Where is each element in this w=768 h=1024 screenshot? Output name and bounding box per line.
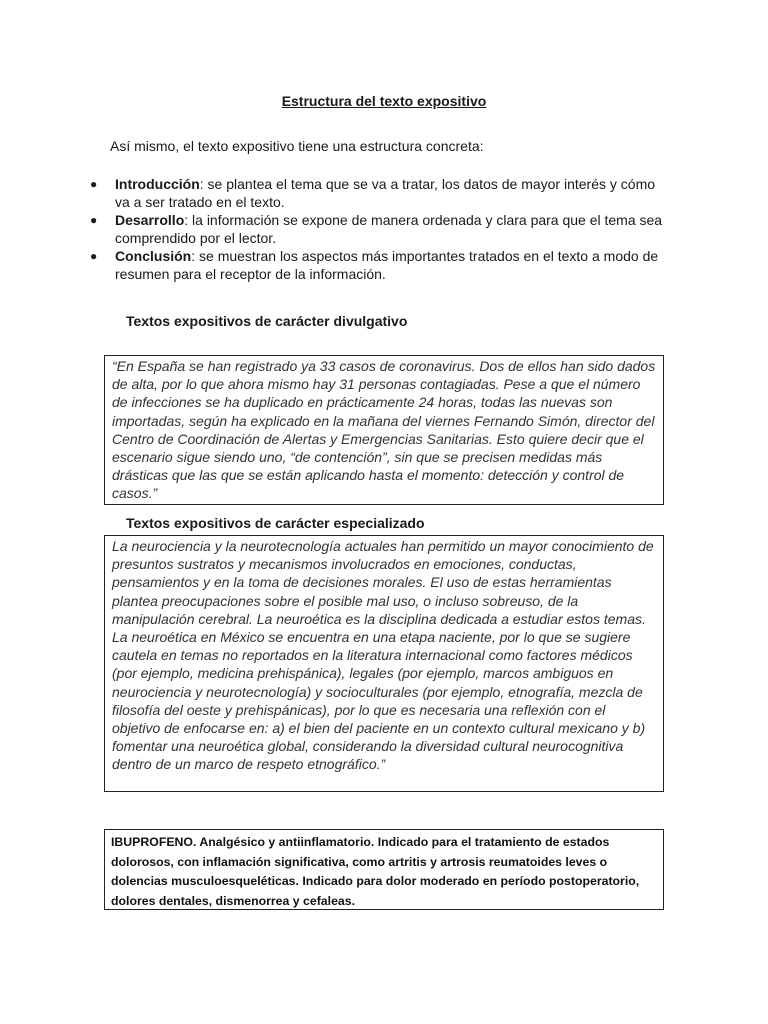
heading-divulgativo: Textos expositivos de carácter divulgativo [126, 313, 408, 329]
bullet-icon: ● [90, 213, 98, 227]
list-item [90, 211, 665, 247]
bullet-icon: ● [90, 249, 98, 263]
bullet-icon: ● [90, 177, 98, 191]
list-item-text: : la información se expone de manera ordenada y clara para que el tema sea comprendido por el lector. [115, 212, 663, 246]
list-item-text: : se muestran los aspectos más importantes tratados en el texto a modo de resumen para el receptor de la información. [115, 248, 659, 282]
list-item-text: : se plantea el tema que se va a tratar, los datos de mayor interés y cómo va a ser tratado en el texto. [115, 176, 656, 210]
list-item-term: Introducción [115, 176, 200, 192]
intro-paragraph: Así mismo, el texto expositivo tiene una estructura concreta: [110, 138, 484, 154]
list-item [90, 247, 665, 283]
ibuprofeno-box: IBUPROFENO. Analgésico y antiinflamatorio. Indicado para el tratamiento de estados dolorosos, con inflamación significativa, como artritis y artrosis reumatoides leves o dolencias musculoesqueléticas. Indicado para dolor moderado en período postoperatorio, dolores dentales, dismenorrea y cefaleas. [104, 829, 664, 910]
quote-box-divulgativo: “En España se han registrado ya 33 casos de coronavirus. Dos de ellos han sido dados de alta, por lo que ahora mismo hay 31 personas contagiadas. Pese a que el número de infecciones se ha duplicado en prácticamente 24 horas, todas las nuevas son importadas, según ha explicado en la mañana del viernes Fernando Simón, director del Centro de Coordinación de Alertas y Emergencias Sanitarias. Esto quiere decir que el escenario sigue siendo uno, “de contención”, sin que se precisen medidas más drásticas que las que se están aplicando hasta el momento: detección y control de casos.” [104, 355, 664, 505]
list-item-term: Conclusión [115, 248, 192, 264]
list-item [90, 175, 665, 211]
page-title: Estructura del texto expositivo [281, 93, 487, 109]
heading-especializado: Textos expositivos de carácter especializado [126, 515, 425, 531]
structure-list [90, 175, 665, 283]
quote-box-especializado: La neurociencia y la neurotecnología actuales han permitido un mayor conocimiento de presuntos sustratos y mecanismos involucrados en emociones, conductas, pensamientos y en la toma de decisiones morales. El uso de estas herramientas plantea preocupaciones sobre el posible mal uso, o incluso sobreuso, de la manipulación cerebral. La neuroética es la disciplina dedicada a estudiar estos temas. La neuroética en México se encuentra en una etapa naciente, por lo que se sugiere cautela en temas no reportados en la literatura internacional como factores médicos (por ejemplo, medicina prehispánica), legales (por ejemplo, marcos ambiguos en neurociencia y neurotecnología) y socioculturales (por ejemplo, etnografía, mezcla de filosofía del oeste y prehispánicas), por lo que es necesaria una reflexión con el objetivo de enfocarse en: a) el bien del paciente en un contexto cultural mexicano y b) fomentar una neuroética global, considerando la diversidad cultural neurocognitiva dentro de un marco de respeto etnográfico.” [104, 535, 664, 792]
list-item-term: Desarrollo [115, 212, 185, 228]
